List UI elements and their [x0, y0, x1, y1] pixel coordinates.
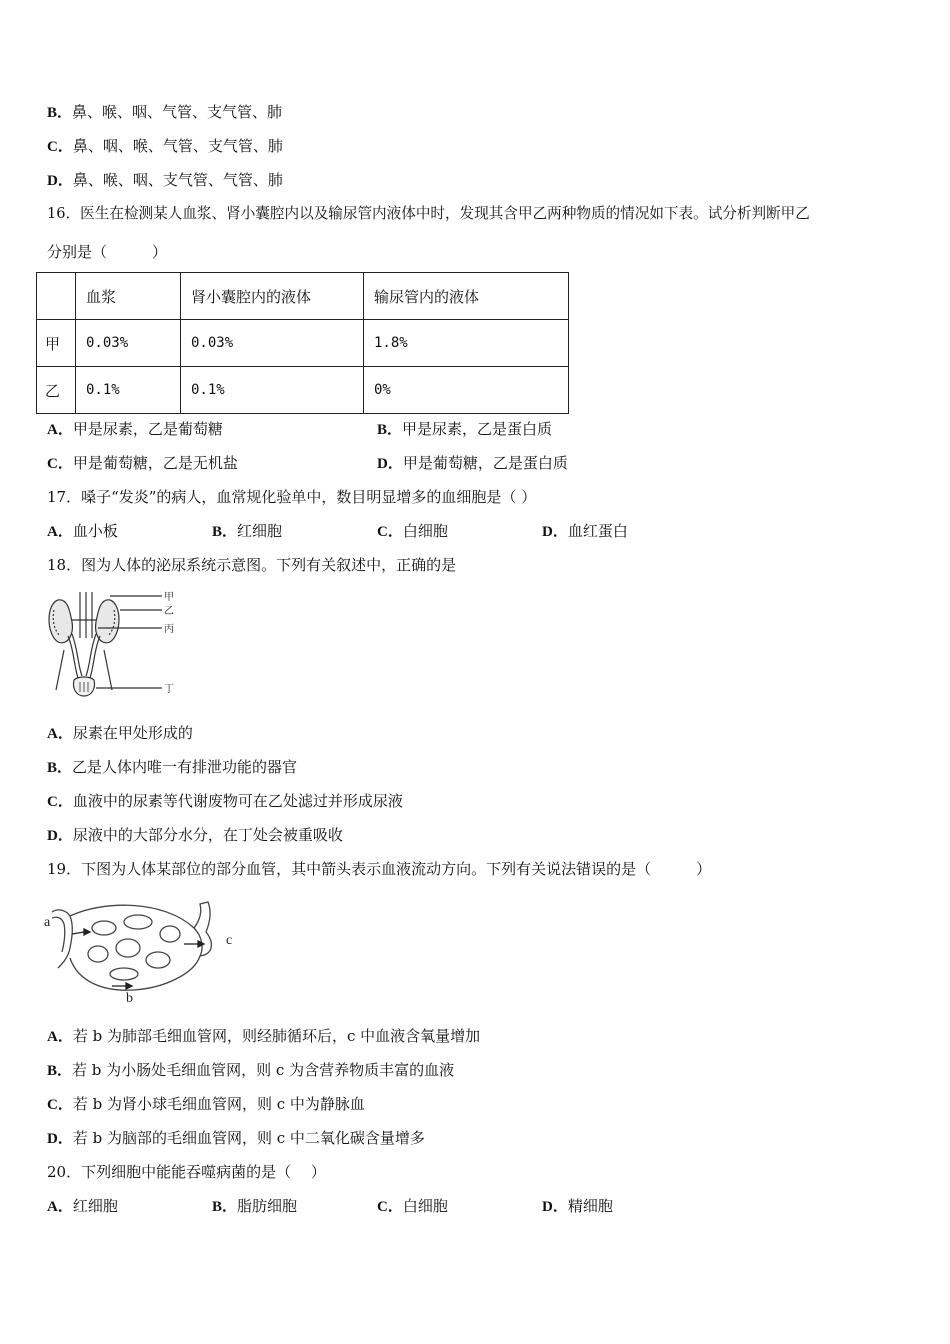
table-cell: 0.1%	[76, 367, 181, 414]
q15-option-d: D．鼻、喉、咽、支气管、气管、肺	[47, 171, 283, 189]
q18-stem: 18．图为人体的泌尿系统示意图。下列有关叙述中，正确的是	[47, 556, 457, 574]
q16-option-a: A．甲是尿素，乙是葡萄糖	[47, 420, 223, 438]
table-header-plasma: 血浆	[76, 273, 181, 320]
figure-label-a: a	[44, 915, 51, 930]
figure-label-bing: 丙	[164, 624, 174, 635]
urinary-system-figure	[44, 590, 184, 702]
q16-option-c: C．甲是葡萄糖，乙是无机盐	[47, 454, 238, 472]
q17-option-a: A．血小板	[47, 522, 118, 540]
q17-stem: 17．嗓子“发炎”的病人，血常规化验单中，数目明显增多的血细胞是（ ）	[47, 488, 537, 506]
q17-option-c: C．白细胞	[377, 522, 448, 540]
q19-stem: 19．下图为人体某部位的部分血管，其中箭头表示血液流动方向。下列有关说法错误的是（ ）	[47, 860, 712, 878]
q19-option-d: D．若 b 为脑部的毛细血管网，则 c 中二氧化碳含量增多	[47, 1129, 425, 1147]
q19-option-a: A．若 b 为肺部毛细血管网，则经肺循环后，c 中血液含氧量增加	[47, 1027, 481, 1045]
figure-label-yi: 乙	[164, 606, 174, 617]
table-header-row	[37, 273, 569, 320]
q18-option-b: B．乙是人体内唯一有排泄功能的器官	[47, 758, 298, 776]
table-cell: 0%	[364, 367, 569, 414]
table-header-capsule: 肾小囊腔内的液体	[181, 273, 364, 320]
figure-label-jia: 甲	[164, 592, 174, 603]
q18-option-d: D．尿液中的大部分水分，在丁处会被重吸收	[47, 826, 343, 844]
q16-stem-line1: 16．医生在检测某人血浆、肾小囊腔内以及输尿管内液体中时，发现其含甲乙两种物质的情况如下表。试分析判断甲乙	[47, 205, 810, 222]
q16-stem-line2: 分别是（ ）	[47, 243, 168, 261]
q20-option-c: C．白细胞	[377, 1197, 448, 1215]
table-row	[37, 320, 569, 367]
q20-option-a: A．红细胞	[47, 1197, 118, 1215]
table-cell: 1.8%	[364, 320, 569, 367]
table-row-label: 甲	[37, 320, 76, 367]
q18-option-c: C．血液中的尿素等代谢废物可在乙处滤过并形成尿液	[47, 792, 403, 810]
q15-option-b: B．鼻、喉、咽、气管、支气管、肺	[47, 103, 283, 121]
table-header-ureter: 输尿管内的液体	[364, 273, 569, 320]
q15-option-c: C．鼻、咽、喉、气管、支气管、肺	[47, 137, 283, 155]
figure-label-b: b	[126, 991, 133, 1006]
q19-option-b: B．若 b 为小肠处毛细血管网，则 c 为含营养物质丰富的血液	[47, 1061, 455, 1079]
table-row	[37, 367, 569, 414]
q16-option-b: B．甲是尿素，乙是蛋白质	[377, 420, 553, 438]
q16-table	[36, 272, 569, 414]
q20-option-d: D．精细胞	[542, 1197, 613, 1215]
q18-option-a: A．尿素在甲处形成的	[47, 724, 193, 742]
figure-label-c: c	[226, 933, 233, 948]
q20-stem: 20．下列细胞中能能吞噬病菌的是（ ）	[47, 1163, 326, 1181]
table-header-corner	[37, 273, 76, 320]
q20-option-b: B．脂肪细胞	[212, 1197, 298, 1215]
table-row-label: 乙	[37, 367, 76, 414]
table-cell: 0.03%	[181, 320, 364, 367]
blood-vessel-figure	[44, 898, 244, 1006]
table-cell: 0.1%	[181, 367, 364, 414]
table-cell: 0.03%	[76, 320, 181, 367]
q17-option-b: B．红细胞	[212, 522, 283, 540]
q19-option-c: C．若 b 为肾小球毛细血管网，则 c 中为静脉血	[47, 1095, 365, 1113]
q16-option-d: D．甲是葡萄糖，乙是蛋白质	[377, 454, 568, 472]
figure-label-ding: 丁	[164, 684, 174, 695]
q17-option-d: D．血红蛋白	[542, 522, 628, 540]
